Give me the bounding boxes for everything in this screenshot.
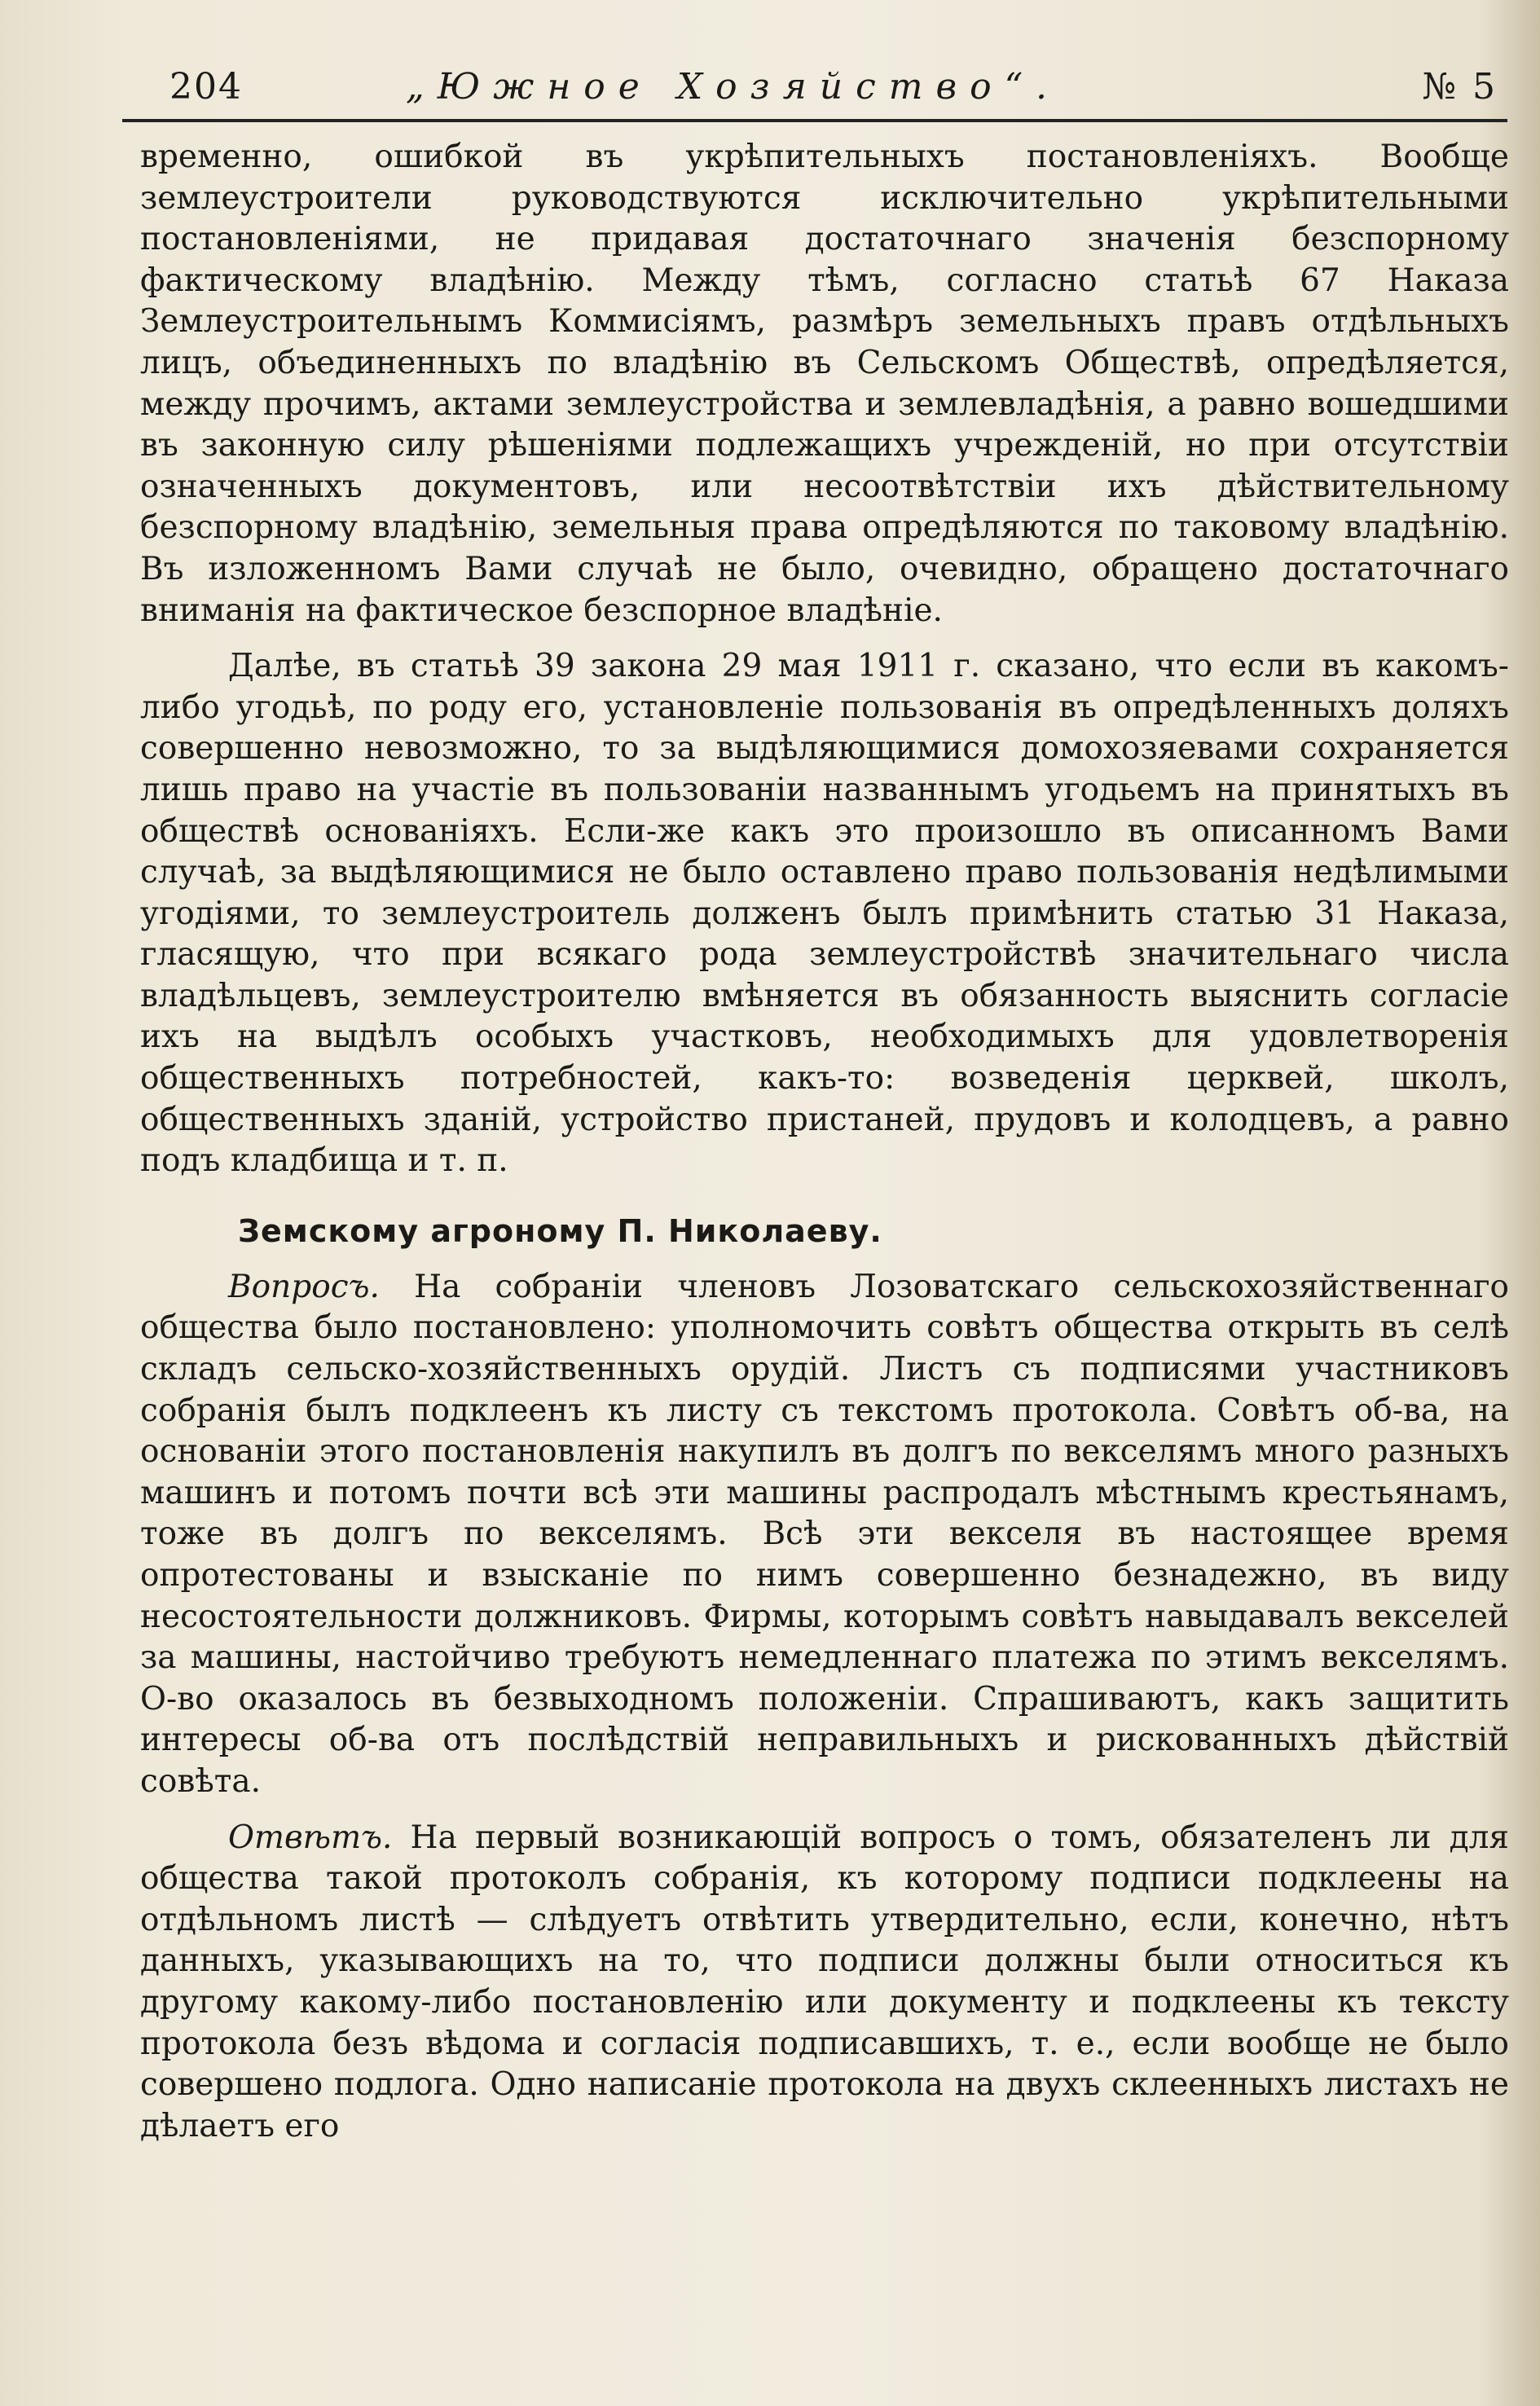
question-text: На собранiи членовъ Лозоватскаго сельскохозяйственнаго общества было постановлено: уполномочить совѣтъ общества открыть въ селѣ складъ сельско-хозяйственныхъ орудiй. Листъ съ подписями участниковъ собранiя былъ подклеенъ къ листу съ текстомъ протокола. Совѣтъ об-ва, на основанiи этого постановленiя накупилъ въ долгъ по векселямъ много разныхъ машинъ и потомъ почти всѣ эти машины распродалъ мѣстнымъ крестьянамъ, тоже въ долгъ по векселямъ. Всѣ эти векселя въ настоящее время опротестованы и взысканiе по нимъ совершенно безнадежно, въ виду несостоятельности должниковъ. Фирмы, которымъ совѣтъ навыдавалъ векселей за машины, настойчиво требуютъ немедленнаго платежа по этимъ векселямъ. О-во оказалось въ безвыходномъ положенiи. Спрашиваютъ, какъ защитить интересы об-ва отъ послѣдствiй неправильныхъ и рискованныхъ дѣйствiй совѣта. — [140, 1268, 1509, 1800]
question-label: Вопросъ. — [228, 1268, 380, 1305]
page-number: 204 — [169, 66, 243, 108]
answer-text: На первый возникающiй вопросъ о томъ, обязателенъ ли для общества такой протоколъ собранiя, къ которому подписи подклеены на отдѣльномъ листѣ — слѣдуетъ отвѣтить утвердительно, если, конечно, нѣтъ данныхъ, указывающихъ на то, что подписи должны были относиться къ другому какому-либо постановленiю или документу и подклеены къ тексту протокола безъ вѣдома и согласiя подписавшихъ, т. е., если вообще не было совершено подлога. Одно написанiе протокола на двухъ склеенныхъ листахъ не дѣлаетъ его — [140, 1819, 1509, 2144]
answer-paragraph — [140, 1818, 1509, 2148]
journal-title: „Южное Хозяйство“. — [406, 66, 1061, 108]
answer-label: Отвѣтъ. — [228, 1819, 393, 1856]
paragraph: Далѣе, въ статьѣ 39 закона 29 мая 1911 г. сказано, что если въ какомъ-либо угодьѣ, по роду его, установленiе пользованiя въ опредѣленныхъ доляхъ совершенно невозможно, то за выдѣляющимися домохозяевами сохраняется лишь право на участiе въ пользованiи названнымъ угодьемъ на принятыхъ въ обществѣ основанiяхъ. Если-же какъ это произошло въ описанномъ Вами случаѣ, за выдѣляющимися не было оставлено право пользованiя недѣлимыми угодiями, то землеустроитель долженъ былъ примѣнить статью 31 Наказа, гласящую, что при всякаго рода землеустройствѣ значительнаго числа владѣльцевъ, землеустроителю вмѣняется въ обязанность выяснить согласiе ихъ на выдѣлъ особыхъ участковъ, необходимыхъ для удовлетворенiя общественныхъ потребностей, какъ-то: возведенiя церквей, школъ, общественныхъ зданiй, устройство пристаней, прудовъ и колодцевъ, а равно подъ кладбища и т. п. — [140, 648, 1509, 1180]
issue-number: № 5 — [1422, 66, 1498, 108]
article-body — [140, 137, 1509, 2147]
header-rule — [122, 119, 1507, 122]
paragraph-continued: временно, ошибкой въ укрѣпительныхъ постановленiяхъ. Вообще землеустроители руководствуются исключительно укрѣпительными постановленiями, не придавая достаточнаго значенiя безспорному фактическому владѣнiю. Между тѣмъ, согласно статьѣ 67 Наказа Землеустроительнымъ Коммисiямъ, размѣръ земельныхъ правъ отдѣльныхъ лицъ, объединенныхъ по владѣнiю въ Сельскомъ Обществѣ, опредѣляется, между прочимъ, актами землеустройства и землевладѣнiя, а равно вошедшими въ законную силу рѣшенiями подлежащихъ учрежденiй, но при отсутствiи означенныхъ документовъ, или несоотвѣтствiи ихъ дѣйствительному безспорному владѣнiю, земельныя права опредѣляются по таковому владѣнiю. Въ изложенномъ Вами случаѣ не было, очевидно, обращено достаточнаго вниманiя на фактическое безспорное владѣнiе. — [140, 139, 1509, 629]
running-header — [169, 59, 1498, 116]
question-paragraph — [140, 1267, 1509, 1803]
section-heading: Земскому агроному П. Николаеву. — [238, 1212, 882, 1249]
